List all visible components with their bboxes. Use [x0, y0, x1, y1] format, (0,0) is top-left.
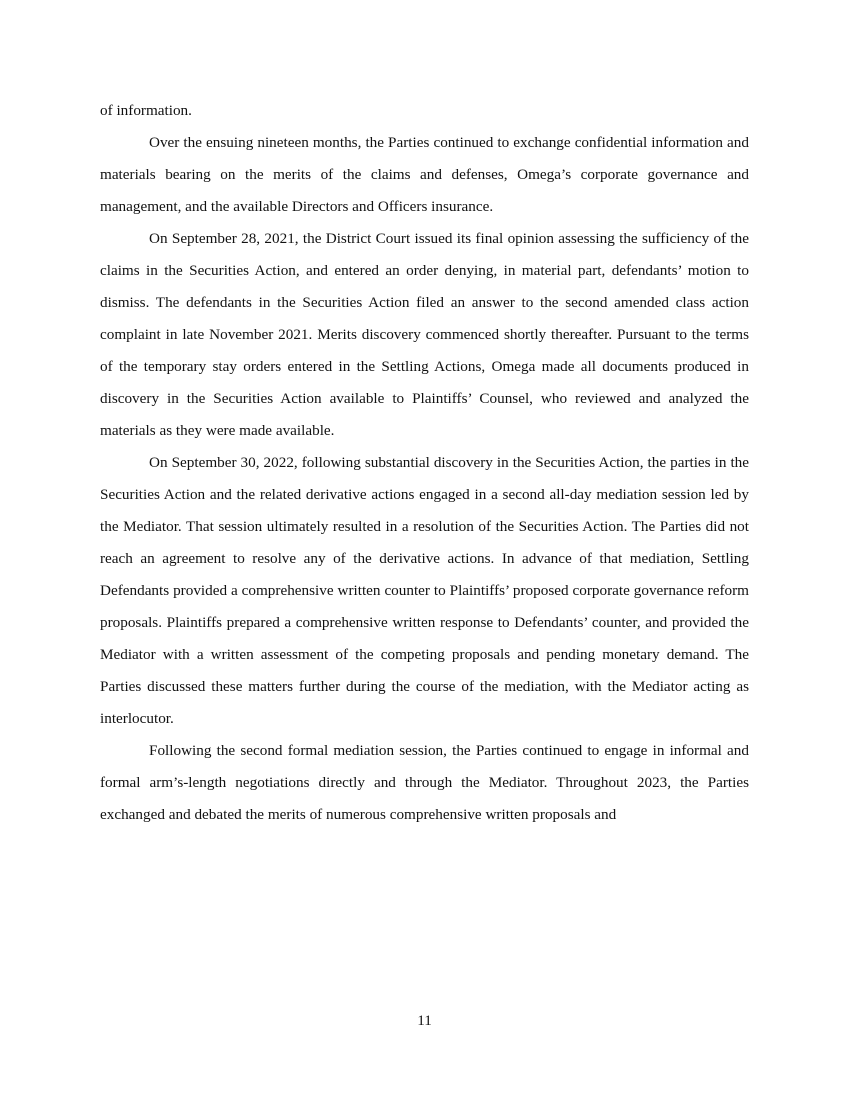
page-number: 11 — [417, 1012, 432, 1029]
body-text — [100, 95, 749, 831]
paragraph-information-exchange: Over the ensuing nineteen months, the Parties continued to exchange confidential information and materials bearing on the merits of the claims and defenses, Omega’s corporate governance and management, and the available Directors and Officers insurance. — [100, 134, 749, 215]
paragraph-continuation: of information. — [100, 102, 192, 119]
paragraph-following-negotiations: Following the second formal mediation session, the Parties continued to engage in informal and formal arm’s-length negotiations directly and through the Mediator. Throughout 2023, the Parties exchanged and debated the merits of numerous comprehensive written proposals and — [100, 742, 749, 823]
paragraph-district-court-opinion: On September 28, 2021, the District Court issued its final opinion assessing the sufficiency of the claims in the Securities Action, and entered an order denying, in material part, defendants’ motion to dismiss. The defendants in the Securities Action filed an answer to the second amended class action complaint in late November 2021. Merits discovery commenced shortly thereafter. Pursuant to the terms of the temporary stay orders entered in the Settling Actions, Omega made all documents produced in discovery in the Securities Action available to Plaintiffs’ Counsel, who reviewed and analyzed the materials as they were made available. — [100, 230, 749, 439]
paragraph-second-mediation: On September 30, 2022, following substantial discovery in the Securities Action, the parties in the Securities Action and the related derivative actions engaged in a second all-day mediation session led by the Mediator. That session ultimately resulted in a resolution of the Securities Action. The Parties did not reach an agreement to resolve any of the derivative actions. In advance of that mediation, Settling Defendants provided a comprehensive written counter to Plaintiffs’ proposed corporate governance reform proposals. Plaintiffs prepared a comprehensive written response to Defendants’ counter, and provided the Mediator with a written assessment of the competing proposals and pending monetary demand. The Parties discussed these matters further during the course of the mediation, with the Mediator acting as interlocutor. — [100, 454, 749, 727]
